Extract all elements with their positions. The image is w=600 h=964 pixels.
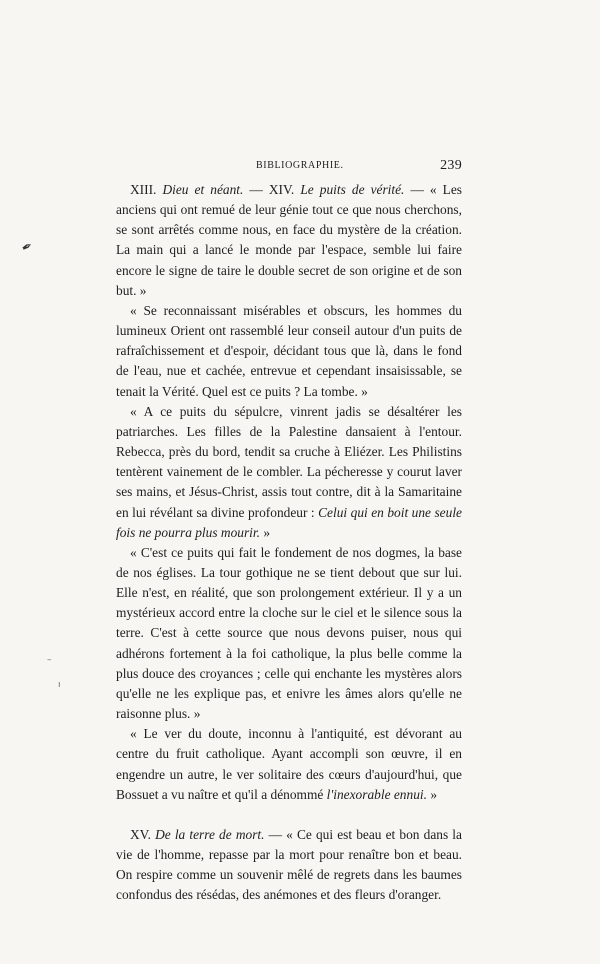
text-run: — « Les anciens qui ont remué de leur génie tout ce que nous cherchons, se sont arrêtés comme nous, en face du mystère de la création. La main qui a lancé le monde par l'espace, semble lui faire encore le signe de taire le double secret de son origine et de son but. » <box>116 182 462 298</box>
text-run: « C'est ce puits qui fait le fondement de nos dogmes, la base de nos églises. La tour gothique ne se tient debout que sur lui. Elle n'est, en réalité, que son prolongement extérieur. Il y a un mystérieux accord entre la cloche sur le ciel et le silence sous la terre. C'est à cette source que nous devons puiser, nous qui adhérons fortement à la foi catholique, la plus belle comme la plus douce des croyances ; celle qui enchante les mystères alors qu'elle ne les explique pas, et enivre les âmes alors qu'elle ne raisonne plus. » <box>116 544 462 722</box>
text-run: » <box>426 786 438 802</box>
italic-text: Dieu et néant. <box>162 182 244 197</box>
paragraph <box>116 180 462 301</box>
text-run: XIII. <box>130 182 163 197</box>
italic-text: Le puits de vérité. <box>300 182 405 197</box>
paragraph <box>116 543 462 724</box>
paragraph <box>116 402 462 543</box>
body-text <box>116 180 462 905</box>
ink-mark: ✒ <box>18 238 36 257</box>
paragraph <box>116 301 462 402</box>
italic-text: l'inexorable ennui. <box>326 786 427 802</box>
text-run: — « Ce qui est beau et bon dans la vie de l'homme, repasse par la mort pour renaître bon et beau. On respire comme un souvenir mêlé de regrets dans les baumes confondus des résédas, des anémones et des fleurs d'oranger. <box>116 826 462 903</box>
italic-text: Celui qui en boit une seule fois ne pourra plus mourir. <box>116 504 462 540</box>
paragraph <box>116 724 462 805</box>
running-title: BIBLIOGRAPHIE. <box>256 160 344 171</box>
ink-speck: ı <box>58 680 61 690</box>
text-run: » <box>259 524 271 540</box>
text-run: — XIV. <box>243 182 301 197</box>
paragraph <box>116 825 462 906</box>
text-run: XV. <box>130 826 156 842</box>
text-run: « Se reconnaissant misérables et obscurs, les hommes du lumineux Orient ont rassemblé leur conseil autour d'un puits de rafraîchissement et d'espoir, décidant tous que là, dans le fond de l'eau, nue et cachée, entrevue et cependant insaisissable, se tenait la Vérité. Quel est ce puits ? La tombe. » <box>116 302 462 399</box>
text-run: « Le ver du doute, inconnu à l'antiquité, est dévorant au centre du fruit catholique. Ayant accompli son œuvre, il en engendre un autre, le ver solitaire des cœurs d'aujourd'hui, que Bossuet a vu naître et qu'il a dénommé <box>116 726 462 802</box>
page-number: 239 <box>440 158 462 173</box>
text-run: « A ce puits du sépulcre, vinrent jadis se désaltérer les patriarches. Les filles de la Palestine dansaient à l'entour. Rebecca, près du bord, tendit sa cruche à Eliézer. Les Philistins tentèrent vainement de le combler. La pécheresse y courut laver ses mains, et Jésus-Christ, assis tout contre, dit à la Samaritaine en lui révélant sa divine profondeur : <box>116 403 462 520</box>
italic-text: De la terre de mort. <box>155 826 265 842</box>
ink-speck: – <box>47 655 52 665</box>
